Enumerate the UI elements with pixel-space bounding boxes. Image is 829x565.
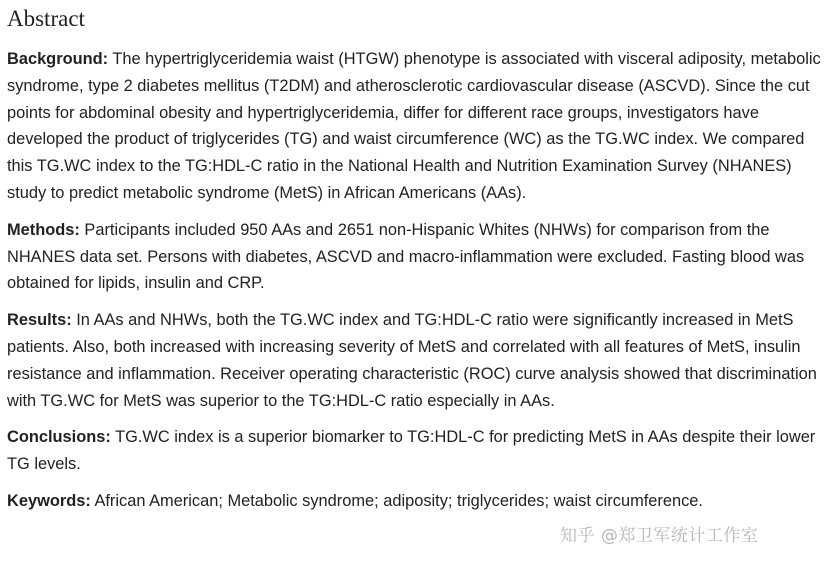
- results-label: Results:: [7, 311, 72, 330]
- background-label: Background:: [7, 50, 109, 68]
- abstract-heading: Abstract: [7, 6, 85, 31]
- methods-text: Participants included 950 AAs and 2651 non-Hispanic Whites (NHWs) for comparison from the NHANES data set. Persons with diabetes, ASCVD and macro-inflammation were excluded. Fasting blood was obtained for lipids, insulin and CRP.: [7, 220, 805, 293]
- zhihu-watermark: 知乎 @郑卫军统计工作室: [560, 526, 759, 546]
- methods-label: Methods:: [7, 220, 80, 239]
- results-section: [7, 307, 822, 414]
- abstract-page: [7, 0, 822, 525]
- results-text: In AAs and NHWs, both the TG.WC index and TG:HDL-C ratio were significantly increased in MetS patients. Also, both increased with increasing severity of MetS and correlated with all features of MetS, insulin resistance and inflammation. Receiver operating characteristic (ROC) curve analysis showed that discrimination with TG.WC for MetS was superior to the TG:HDL-C ratio especially in AAs.: [7, 311, 817, 410]
- keywords-text: African American; Metabolic syndrome; adiposity; triglycerides; waist circumference.: [90, 491, 703, 510]
- keywords-section: [7, 488, 822, 515]
- background-section: [7, 46, 822, 207]
- keywords-label: Keywords:: [7, 491, 91, 510]
- background-text: The hypertriglyceridemia waist (HTGW) phenotype is associated with visceral adiposity, metabolic syndrome, type 2 diabetes mellitus (T2DM) and atherosclerotic cardiovascular disease (ASCVD). Since the cut points for abdominal obesity and hypertriglyceridemia, differ for different race groups, investigators have developed the product of triglycerides (TG) and waist circumference (WC) as the TG.WC index. We compared this TG.WC index to the TG:HDL-C ratio in the National Health and Nutrition Examination Survey (NHANES) study to predict metabolic syndrome (MetS) in African Americans (AAs).: [7, 50, 821, 202]
- conclusions-text: TG.WC index is a superior biomarker to TG:HDL-C for predicting MetS in AAs despite their lower TG levels.: [7, 428, 816, 474]
- conclusions-section: [7, 424, 822, 478]
- conclusions-label: Conclusions:: [7, 428, 111, 447]
- methods-section: [7, 217, 822, 297]
